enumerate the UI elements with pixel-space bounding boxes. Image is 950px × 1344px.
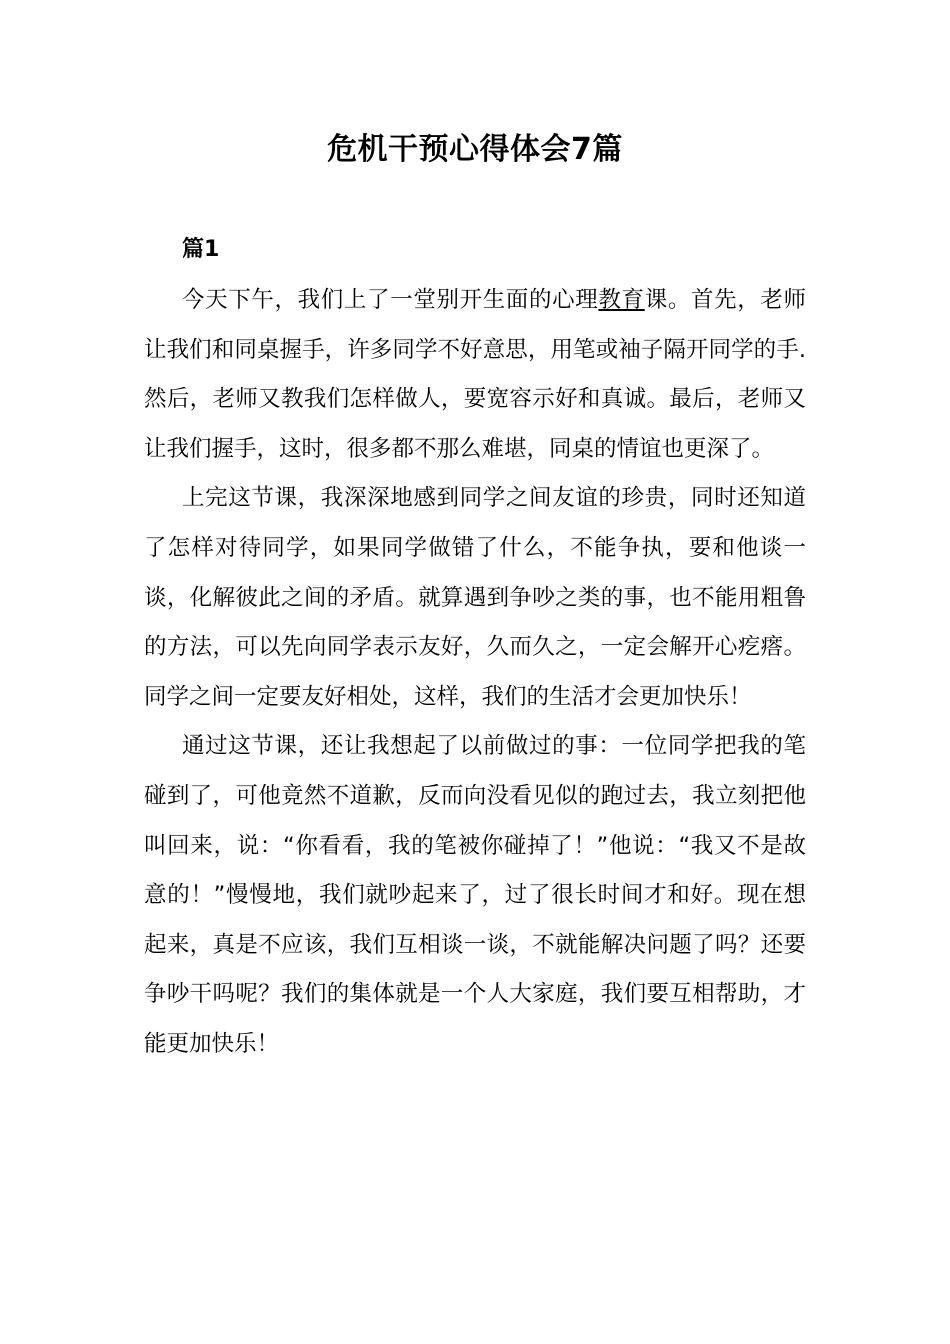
paragraph-3: 通过这节课，还让我想起了以前做过的事：一位同学把我的笔碰到了，可他竟然不道歉，反而向没看见似的跑过去，我立刻把他叫回来，说：“你看看，我的笔被你碰掉了！”他说：“我又不是故意的！”慢慢地，我们就吵起来了，过了很长时间才和好。现在想起来，真是不应该，我们互相谈一谈，不就能解决问题了吗？还要争吵干吗呢？我们的集体就是一个人大家庭，我们要互相帮助，才能更加快乐！ xyxy=(144,733,806,1057)
section-heading: 篇1 xyxy=(182,237,220,262)
paragraph-1 xyxy=(144,276,806,474)
paragraph-2: 上完这节课，我深深地感到同学之间友谊的珍贵，同时还知道了怎样对待同学，如果同学做错了什么，不能争执，要和他谈一谈，化解彼此之间的矛盾。就算遇到争吵之类的事，也不能用粗鲁的方法，可以先向同学表示友好，久而久之，一定会解开心疙瘩。同学之间一定要友好相处，这样，我们的生活才会更加快乐！ xyxy=(144,485,806,710)
underlined-word: 教育 xyxy=(598,287,645,313)
paragraph-1-text-after: 课。首先，老师让我们和同桌握手，许多同学不好意思，用笔或袖子隔开同学的手.然后，老师又教我们怎样做人，要宽容示好和真诚。最后，老师又让我们握手，这时，很多都不那么难堪，同桌的情谊也更深了。 xyxy=(144,287,806,462)
paragraph-1-text-before: 今天下午，我们上了一堂别开生面的心理 xyxy=(182,287,599,313)
document-body xyxy=(144,276,806,1070)
document-title: 危机干预心得体会7篇 xyxy=(327,132,623,167)
